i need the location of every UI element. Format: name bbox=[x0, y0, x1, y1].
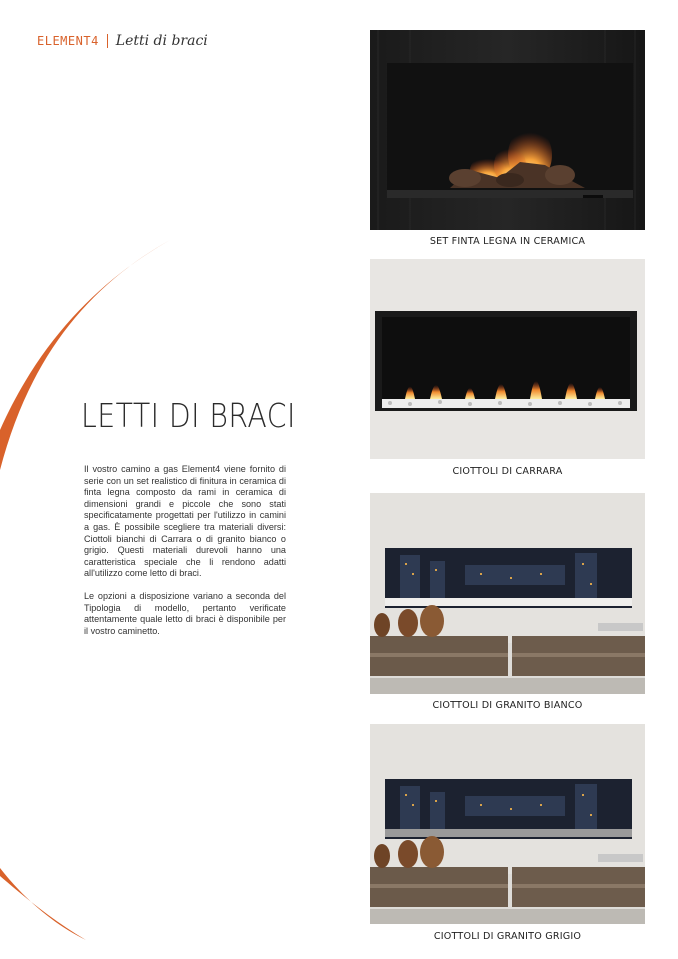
photo-carrara-pebbles bbox=[370, 259, 645, 459]
header-divider bbox=[107, 34, 108, 48]
body-text bbox=[84, 464, 286, 648]
paragraph-1: Il vostro camino a gas Element4 viene fornito di serie con un set realistico di finitura in ceramica di finta legna composto da rami in ceramica di dimensioni grandi e piccole che sono stati specificatamente progettati per l'utilizzo in camini a gas. È possibile scegliere tra materiali diversi: Ciottoli bianchi di Carrara o di granito bianco o grigio. Questi materiali durevoli hanno una caratteristica speciale che li rendono adatti all'utilizzo come letto di braci. bbox=[84, 464, 286, 579]
photo-ceramic-logs bbox=[370, 30, 645, 230]
caption-ceramic-logs: SET FINTA LEGNA IN CERAMICA bbox=[429, 236, 586, 247]
brand-name: ELEMENT4 bbox=[37, 34, 99, 48]
caption-white-granite: CIOTTOLI DI GRANITO BIANCO bbox=[432, 700, 583, 711]
section-title: Letti di braci bbox=[115, 33, 208, 49]
photo-white-granite bbox=[370, 493, 645, 694]
photo-grey-granite bbox=[370, 724, 645, 924]
page-title: LETTI DI BRACI bbox=[81, 396, 296, 435]
page-header bbox=[37, 31, 208, 51]
caption-carrara-pebbles: CIOTTOLI DI CARRARA bbox=[452, 466, 563, 477]
caption-grey-granite: CIOTTOLI DI GRANITO GRIGIO bbox=[433, 931, 582, 942]
paragraph-2: Le opzioni a disposizione variano a seconda del Tipologia di modello, pertanto verificate attentamente quale letto di braci è disponibile per il vostro caminetto. bbox=[84, 590, 286, 636]
